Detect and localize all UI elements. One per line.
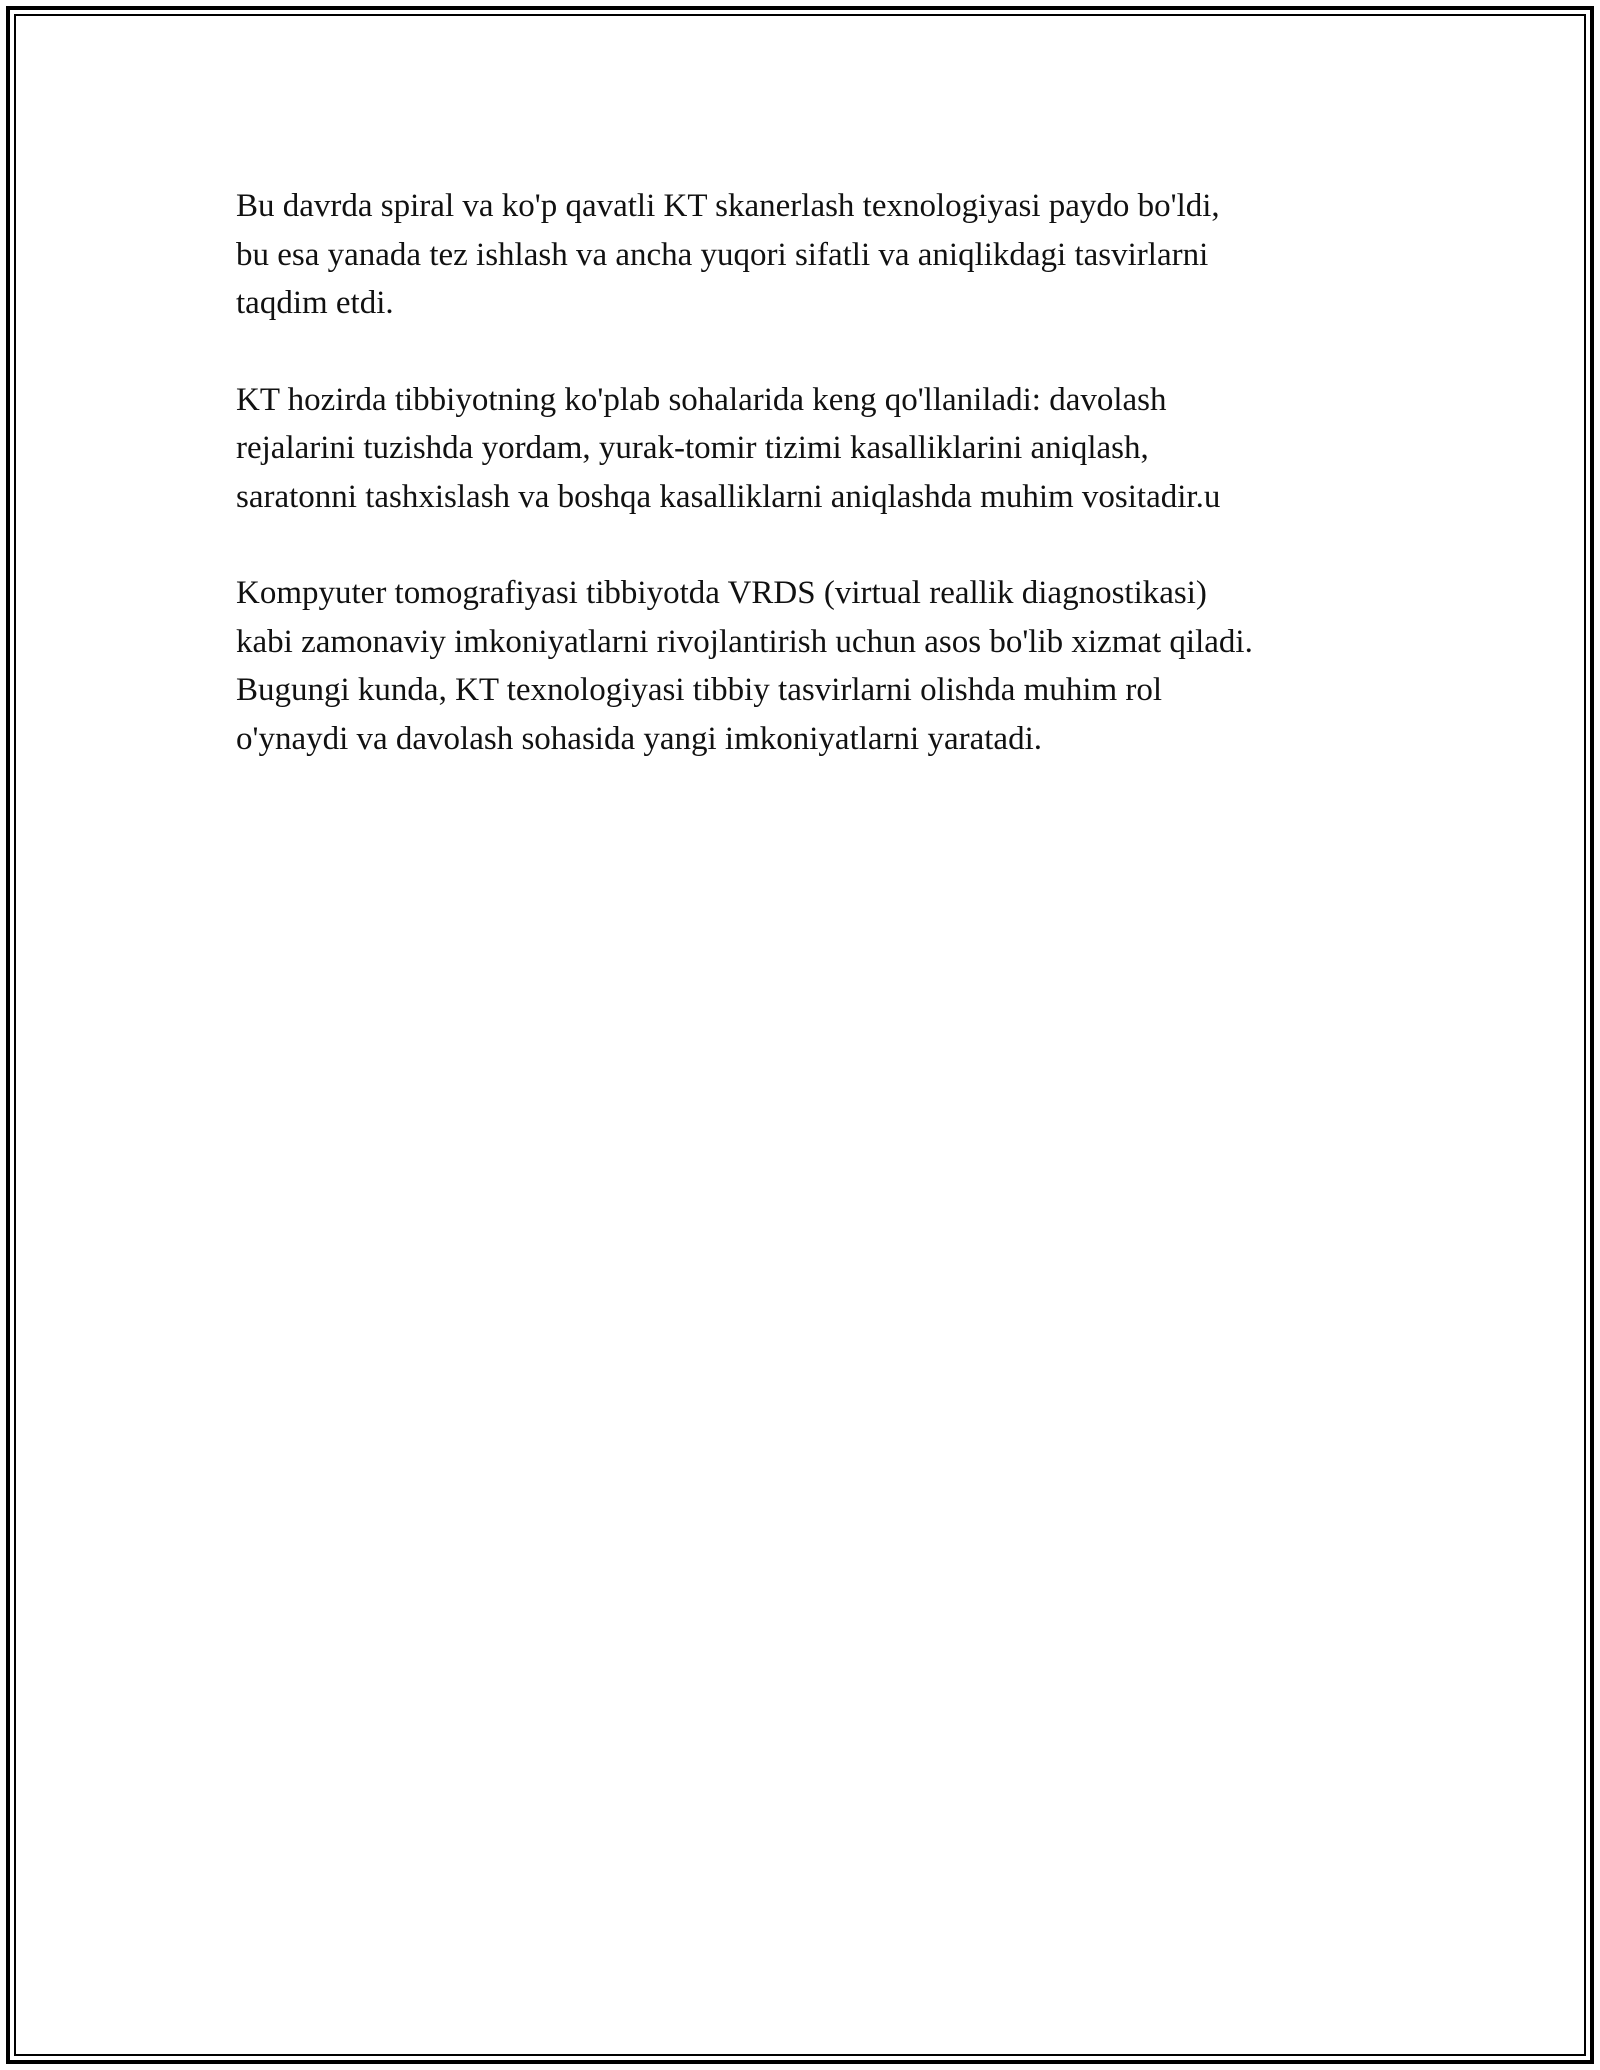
paragraph-ct-medical-uses: KT hozirda tibbiyotning ko'plab sohalarida keng qo'llaniladi: davolash rejalarini tuzishda yordam, yurak-tomir tizimi kasalliklarini aniqlash, saratonni tashxislash va boshqa kasalliklarni aniqlashda muhim vositadir.u xyxy=(236,381,1221,515)
paragraph-ct-spiral-scanning: Bu davrda spiral va ko'p qavatli KT skanerlash texnologiyasi paydo bo'ldi, bu esa yanada tez ishlash va ancha yuqori sifatli va aniqlikdagi tasvirlarni taqdim etdi. xyxy=(236,188,1220,321)
document-body xyxy=(236,182,1376,811)
paragraph-ct-future-role: Kompyuter tomografiyasi tibbiyotda VRDS (virtual reallik diagnostikasi) kabi zamonaviy imkoniyatlarni rivojlantirish uchun asos bo'lib xizmat qiladi. Bugungi kunda, KT texnologiyasi tibbiy tasvirlarni olishda muhim rol o'ynaydi va davolash sohasida yangi imkoniyatlarni yaratadi. xyxy=(236,575,1253,757)
